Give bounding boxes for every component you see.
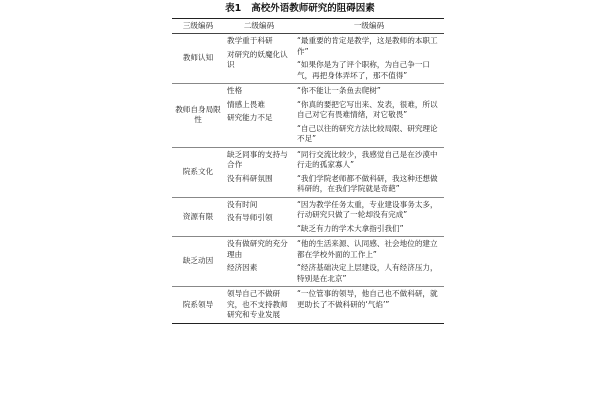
level1-quote: “我们学院老师都不做科研，我这种还想做科研的，在我们学院就是奇葩” (297, 173, 438, 193)
level3-code-cell: 资源有限 (172, 197, 224, 237)
level2-code-cell (224, 84, 294, 148)
level2-code-item: 缺乏同事的支持与合作 (227, 149, 288, 169)
level1-code-cell (294, 197, 444, 237)
coding-table (172, 18, 444, 324)
header-level1: 一级编码 (294, 19, 444, 34)
level1-quote: “同行交流比较少，我感觉自己是在沙漠中行走的孤家寡人” (297, 149, 438, 169)
level2-code-cell (224, 147, 294, 197)
header-level3: 三级编码 (172, 19, 224, 34)
level1-quote: “你不能让一条鱼去爬树” (297, 86, 381, 95)
level3-code-cell: 院系领导 (172, 287, 224, 324)
table-number: 表1 (225, 3, 242, 14)
level3-code-cell: 教师自身局限性 (172, 84, 224, 148)
level2-code-item: 性格 (227, 86, 243, 95)
table-row (172, 287, 444, 324)
level2-code-item: 没有做研究的充分理由 (227, 239, 288, 259)
level1-quote: “一位管事的领导，他自己也不做科研，就更助长了不做科研的‘气焰’” (297, 289, 438, 309)
level1-quote: “缺乏有力的学术大拿指引我们” (297, 223, 404, 233)
table-row (172, 237, 444, 287)
level1-quote: “因为教学任务太重，专业建设事务太多，行动研究只做了一轮却没有完成” (297, 199, 438, 219)
level2-code-cell (224, 237, 294, 287)
table-body (172, 34, 444, 324)
level2-code-item: 经济因素 (227, 263, 258, 272)
level2-code-cell (224, 34, 294, 84)
table-caption (0, 2, 600, 16)
level2-code-item: 研究能力不足 (227, 113, 273, 122)
table-title: 高校外语教师研究的阻碍因素 (251, 3, 375, 14)
level2-code-item: 没有科研氛围 (227, 173, 273, 183)
level1-quote: “经济基础决定上层建设，人有经济压力，特别是在北京” (297, 263, 438, 283)
table-row (172, 147, 444, 197)
level2-code-item: 对研究的妖魔化认识 (227, 49, 288, 69)
level1-quote: “他的生活来源、认同感、社会地位的建立都在学校外面的工作上” (297, 239, 438, 259)
table-row (172, 197, 444, 237)
level3-code-cell: 教师认知 (172, 34, 224, 84)
level1-quote: “最重要的肯定是教学，这是教师的本职工作” (297, 36, 438, 56)
table-header-row (172, 19, 444, 34)
level1-code-cell (294, 84, 444, 148)
table-row (172, 84, 444, 148)
level2-code-item: 领导自己不做研究，也不支持教师研究和专业发展 (227, 289, 288, 319)
level3-code-cell: 缺乏动因 (172, 237, 224, 287)
level2-code-cell (224, 287, 294, 324)
table-row (172, 34, 444, 84)
level1-code-cell (294, 147, 444, 197)
level3-code-cell: 院系文化 (172, 147, 224, 197)
level1-code-cell (294, 34, 444, 84)
level1-quote: “如果你是为了评个职称，为自己争一口气，再把身体弄坏了，那不值得” (297, 60, 431, 80)
level1-quote: “自己以往的研究方法比较局限、研究理论不足” (297, 123, 438, 143)
level1-code-cell (294, 287, 444, 324)
level2-code-item: 没有导师引领 (227, 213, 273, 222)
level2-code-item: 情感上畏难 (227, 99, 265, 109)
header-level2: 二级编码 (224, 19, 294, 34)
level2-code-cell (224, 197, 294, 237)
level2-code-item: 教学重于科研 (227, 36, 273, 45)
level1-quote: “你真的要把它写出来、发表，很难，所以自己对它有畏难情绪，对它敬畏” (297, 99, 438, 119)
level2-code-item: 没有时间 (227, 199, 258, 209)
level1-code-cell (294, 237, 444, 287)
